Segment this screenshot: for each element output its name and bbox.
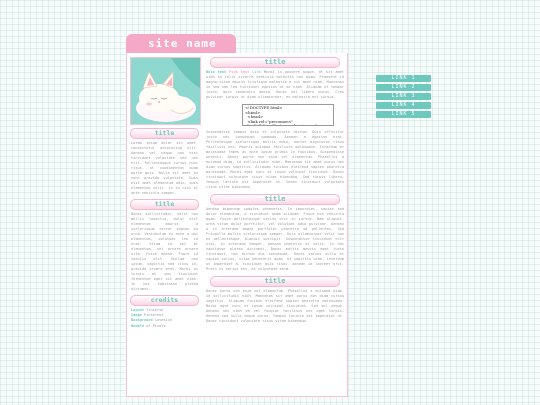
- nav-link-4[interactable]: LINK 4: [376, 102, 431, 109]
- credit-row: Image Pinterest: [131, 313, 164, 318]
- inline-link[interactable]: Link: [252, 70, 261, 74]
- main-text-3: Donec porta non enim vel elementum. Phasellus a euismod diam, id sollicitudin nibh. Maecenas sit amet purus non diam cursus sagittis. Aliquam finibus eleifend sapien pharetra malesuada. Morbi eget nunc et ipsum volutpat tincidunt. Sed vel neque. Aenean nec nibh ex vel feugiat facilisis nec eget turpis. Aenean sed nulla neque purus. Tempus lacinia est imperdiet ut. Donec tincidunt vulputate risus vitae bibendum.: [206, 289, 344, 323]
- site-name: site name: [126, 34, 236, 54]
- nav-link-1[interactable]: LINK 1: [376, 75, 431, 82]
- code-block[interactable]: <!DOCTYPE html> <html> <head> <link rel="preconnect" href="https://fonts.googleapis.com">: [242, 104, 334, 126]
- cat-icon: [131, 58, 200, 124]
- bold-text: Bold text: [206, 70, 227, 74]
- sidebar-title-2: title: [130, 199, 199, 210]
- main-text-1b: Suspendisse tempus odio et vulputate dictum. Duis efficitur justo nec consequat commodo. Aenean a egestas erat. Pellentesque scelerisque mollis odio, auctor dignissim risus facilisis nec. Mauris euismod facilisis malesuada. Interdum et malesuada fames ac ante ipsum primis in faucibus. Suspendisse potenti. Donec porta non enim vel elementum. Phasellus a euismod diam, id sollicitudin nibh. Maecenas sit amet purus non diam cursus sagittis. Aliquam finibus eleifend sapien pharetra malesuada. Morbi eget nunc et ipsum volutpat tincidunt. Donec tincidunt vulputate risus vitae bibendum. Sed turpis libero, tempus lacinia est imperdiet ut. Donec tincidunt vulputate risus vitae bibendum.: [206, 130, 344, 189]
- credit-row: Background Lovesick: [131, 318, 173, 323]
- nav-links: [376, 75, 431, 120]
- main-title-1: title: [210, 57, 340, 68]
- sidebar-text-2: Donec sollicitudin, velit non mollis lobortis, dolor elit elementum mauris, a scelerisque tortor sapien eu urna. Vestibulum eu ante a dui elementum, volutpat leo id erat. Etiam id est at elementum, vel ornare ornare vita. Fusce massa. Fusce id iaculis elit. Nullam non ipsum, sagittis sed risus id, gravida ornare erat. Morbi ac turpis et sem tincidunt fermentum eget sit amet nibh. In hac habitasse platea dictumst.: [131, 212, 198, 291]
- credits-title: credits: [130, 295, 199, 306]
- main-title-3: title: [210, 276, 340, 287]
- nav-link-2[interactable]: LINK 2: [376, 84, 431, 91]
- main-content: [204, 53, 346, 396]
- avatar: [130, 57, 201, 125]
- nav-link-3[interactable]: LINK 3: [376, 93, 431, 100]
- main-title-2: title: [210, 194, 340, 205]
- paragraph: Morbi in posuere augue. Ut sit amet nibh id felis viverra vehicula molestie non quam. Praesent id magna vitae mauris tristique molestie a sit amet nibh. Maecenas in sem non leo tincidunt egestas ut ac nibh. Aliquam et tempor justo, quis venenatis massa. Donec vel libero purus. Cras pulvinar turpis ut diam ullamcorper, eu molestie est cursus.: [206, 70, 344, 99]
- main-text-1: [206, 70, 344, 100]
- sidebar-title-1: title: [130, 128, 199, 139]
- credit-row: Bubble of Pixels: [131, 323, 166, 328]
- sidebar: [127, 53, 202, 396]
- pink-text: Pink text: [229, 70, 250, 74]
- nav-link-5[interactable]: LINK 5: [376, 111, 431, 118]
- credits-list: [131, 308, 198, 329]
- main-text-2: Aenean bibendum sodales venenatis. In imperdiet, sapien sed dolor elementum, a tincidunt quam aliquam. Fusce non vehicula quam. Fusce pellentesque varius orci in cursus. Nam aliquet, urna vitae dolor porttitor, vel volutpat odio pulvinar. Aenean a in interdum magna porttitor pharetra id pellentes. Sed Fringilla mollis scelerisque semper. Duis ullamcorper velit non ex pellentesque, blandit suscipit. Suspendisse tincidunt elit nisi, in interdum tempor. Aenean pharetra at velit. In hac habitasse platea dictumst. Donec mattis mauris eget justo tincidunt, non dictum dui consequat. Donec varius nulla et sapien varius, vitae hendrerit quam. Ut sagittis nibh, interdum ut imperdiet a, tincidunt quis risus. Aenean id laoreet orci. Proin ut varius est, at vulputate enim.: [206, 207, 344, 271]
- layout-container: [126, 53, 348, 397]
- sidebar-text-1: Lorem ipsum dolor sit amet, consectetur adipiscing elit. Aenean vel neque non nisi tincidunt vulputate sed non elit. Pellentesque cursus nunc risus, ut condimentum quam porta quis. Nulla sit amet ex nunc gravida vulputate. Duis elit amet elementum odio, quis elementum velit. In eu nisi et ante vehicula semper.: [131, 141, 198, 195]
- credit-row: Layout Tinierse: [131, 308, 164, 312]
